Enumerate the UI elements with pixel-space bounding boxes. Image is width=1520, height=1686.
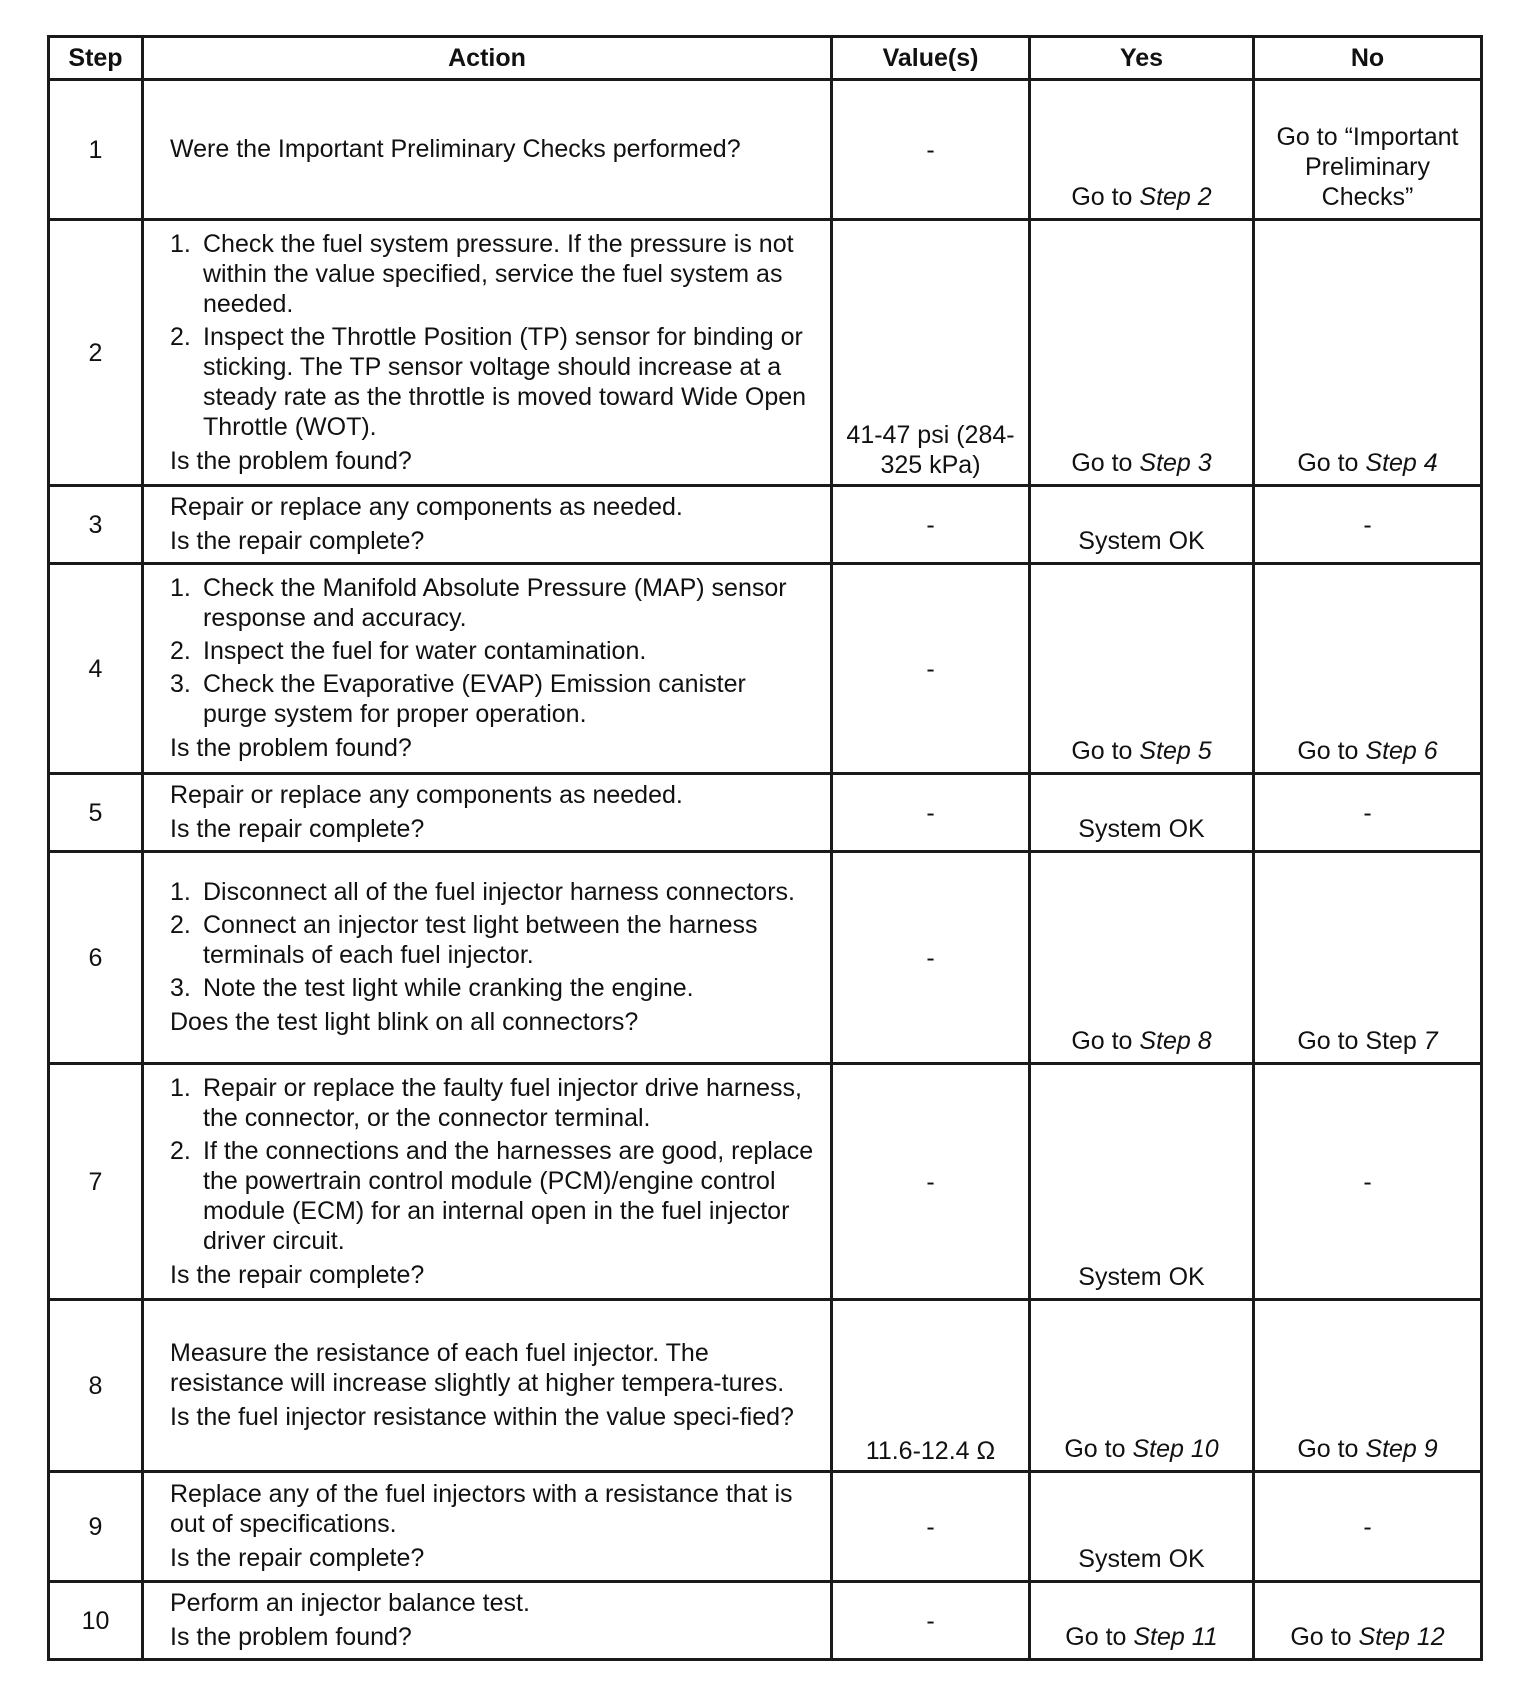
list-item-text: Disconnect all of the fuel injector harness connectors.	[203, 878, 795, 906]
no-text: -	[1363, 510, 1372, 539]
list-item-text: Check the Manifold Absolute Pressure (MAP) sensor response and accuracy.	[203, 574, 787, 632]
yes-text: Go to	[1065, 1623, 1134, 1651]
list-item-number: 2.	[170, 911, 191, 939]
action-cell	[143, 220, 832, 486]
action-list-item	[170, 973, 816, 1003]
action-cell	[143, 486, 832, 564]
yes-text: System OK	[1078, 815, 1205, 843]
table-row	[49, 1472, 1482, 1582]
yes-cell	[1030, 1300, 1254, 1472]
action-cell	[143, 1582, 832, 1660]
yes-text: System OK	[1078, 1545, 1205, 1573]
no-cell	[1254, 220, 1482, 486]
no-step-link: Step 6	[1365, 737, 1438, 765]
list-item-number: 3.	[170, 974, 191, 1002]
action-text: Repair or replace any components as needed.	[170, 493, 683, 521]
list-item-text: If the connections and the harnesses are good, replace the powertrain control module (PCM)/engine control module (ECM) for an internal open in the fuel injector driver circuit.	[203, 1136, 814, 1255]
no-cell	[1254, 80, 1482, 220]
no-text: -	[1363, 1512, 1372, 1541]
action-text: Were the Important Preliminary Checks performed?	[170, 134, 741, 163]
value-cell: -	[832, 1582, 1030, 1660]
value-cell: -	[832, 852, 1030, 1064]
step-number: 2	[49, 220, 143, 486]
yes-text: Go to	[1071, 1027, 1140, 1055]
yes-step-link: Step 11	[1133, 1623, 1218, 1651]
no-cell	[1254, 1472, 1482, 1582]
list-item-number: 2.	[170, 637, 191, 665]
yes-cell	[1030, 1472, 1254, 1582]
action-list-item	[170, 322, 816, 442]
action-list-item	[170, 877, 816, 907]
list-item-text: Connect an injector test light between the harness terminals of each fuel injector.	[203, 911, 758, 969]
table-row	[49, 1300, 1482, 1472]
value-cell: -	[832, 1064, 1030, 1300]
action-cell	[143, 564, 832, 774]
list-item-number: 3.	[170, 670, 191, 698]
value-cell: -	[832, 486, 1030, 564]
action-cell	[143, 1472, 832, 1582]
header-yes: Yes	[1030, 37, 1254, 80]
action-list-item	[170, 229, 816, 319]
action-text: Repair or replace any components as needed.	[170, 781, 683, 809]
action-question: Is the repair complete?	[170, 1544, 425, 1572]
yes-text: Go to	[1071, 449, 1140, 477]
action-cell	[143, 1064, 832, 1300]
list-item-number: 1.	[170, 878, 191, 906]
step-number: 7	[49, 1064, 143, 1300]
no-text: Go to	[1297, 737, 1366, 765]
step-number: 6	[49, 852, 143, 1064]
table-row	[49, 564, 1482, 774]
no-step-link: 7	[1423, 1027, 1438, 1055]
step-number: 1	[49, 80, 143, 220]
yes-step-link: Step 2	[1139, 183, 1212, 211]
yes-cell	[1030, 774, 1254, 852]
step-number: 8	[49, 1300, 143, 1472]
list-item-text: Note the test light while cranking the engine.	[203, 974, 694, 1002]
value-cell: -	[832, 774, 1030, 852]
action-cell	[143, 1300, 832, 1472]
yes-cell	[1030, 1064, 1254, 1300]
step-number: 4	[49, 564, 143, 774]
action-question: Is the repair complete?	[170, 527, 425, 555]
yes-step-link: Step 10	[1132, 1435, 1219, 1463]
list-item-text: Inspect the fuel for water contamination.	[203, 637, 647, 665]
step-number: 9	[49, 1472, 143, 1582]
action-cell	[143, 774, 832, 852]
no-cell	[1254, 852, 1482, 1064]
header-step: Step	[49, 37, 143, 80]
no-text: Go to	[1297, 1435, 1366, 1463]
yes-text: Go to	[1064, 1435, 1133, 1463]
table-body	[49, 80, 1482, 1660]
header-row	[49, 37, 1482, 80]
no-text: Go to Step	[1297, 1027, 1424, 1055]
yes-step-link: Step 3	[1139, 449, 1212, 477]
list-item-number: 1.	[170, 229, 191, 258]
yes-text: Go to	[1071, 737, 1140, 765]
list-item-number: 2.	[170, 1136, 191, 1165]
table-row	[49, 852, 1482, 1064]
action-cell	[143, 852, 832, 1064]
yes-text: System OK	[1078, 527, 1205, 555]
yes-cell	[1030, 852, 1254, 1064]
no-step-link: Step 4	[1365, 449, 1438, 477]
value-cell: 11.6-12.4 Ω	[832, 1300, 1030, 1472]
yes-cell	[1030, 220, 1254, 486]
table-row	[49, 1064, 1482, 1300]
yes-cell	[1030, 80, 1254, 220]
no-text: Go to	[1290, 1623, 1359, 1651]
step-number: 10	[49, 1582, 143, 1660]
diagnostic-table	[47, 35, 1483, 1661]
no-cell	[1254, 486, 1482, 564]
no-cell	[1254, 1064, 1482, 1300]
list-item-text: Check the Evaporative (EVAP) Emission canister purge system for proper operation.	[203, 670, 746, 728]
action-list-item	[170, 636, 816, 666]
list-item-number: 1.	[170, 574, 191, 602]
header-action: Action	[143, 37, 832, 80]
action-text: Perform an injector balance test.	[170, 1589, 530, 1617]
list-item-number: 2.	[170, 322, 191, 351]
no-text: -	[1363, 1167, 1372, 1196]
action-text: Replace any of the fuel injectors with a resistance that is out of specifications.	[170, 1480, 793, 1538]
yes-step-link: Step 5	[1139, 737, 1212, 765]
action-question: Is the repair complete?	[170, 815, 425, 843]
table-row	[49, 774, 1482, 852]
no-text: Go to	[1297, 449, 1366, 477]
no-text: -	[1363, 798, 1372, 827]
value-cell: -	[832, 80, 1030, 220]
yes-step-link: Step 8	[1139, 1027, 1212, 1055]
table-row	[49, 1582, 1482, 1660]
action-cell	[143, 80, 832, 220]
list-item-number: 1.	[170, 1073, 191, 1102]
header-values: Value(s)	[832, 37, 1030, 80]
no-cell	[1254, 1300, 1482, 1472]
step-number: 3	[49, 486, 143, 564]
yes-text: Go to	[1071, 183, 1140, 211]
value-cell: 41-47 psi (284-325 kPa)	[832, 220, 1030, 486]
action-list-item	[170, 1136, 816, 1256]
yes-cell	[1030, 564, 1254, 774]
table-row	[49, 80, 1482, 220]
action-list-item	[170, 669, 816, 729]
header-no: No	[1254, 37, 1482, 80]
action-text: Measure the resistance of each fuel injector. The resistance will increase slightly at higher tempera-tures.	[170, 1339, 785, 1397]
no-step-link: Step 12	[1358, 1623, 1445, 1651]
step-number: 5	[49, 774, 143, 852]
list-item-text: Check the fuel system pressure. If the pressure is not within the value specified, service the fuel system as needed.	[203, 229, 794, 318]
list-item-text: Repair or replace the faulty fuel injector drive harness, the connector, or the connector terminal.	[203, 1073, 802, 1132]
value-cell: -	[832, 1472, 1030, 1582]
list-item-text: Inspect the Throttle Position (TP) sensor for binding or sticking. The TP sensor voltage should increase at a steady rate as the throttle is moved toward Wide Open Throttle (WOT).	[203, 322, 807, 441]
no-step-link: Step 9	[1365, 1435, 1438, 1463]
action-list-item	[170, 573, 816, 633]
table-row	[49, 220, 1482, 486]
action-question: Is the repair complete?	[170, 1260, 425, 1289]
action-question: Is the problem found?	[170, 446, 412, 475]
action-list-item	[170, 910, 816, 970]
action-list-item	[170, 1073, 816, 1133]
action-question: Is the problem found?	[170, 1623, 412, 1651]
diagnostic-table-sheet	[47, 35, 1480, 1661]
action-question: Does the test light blink on all connectors?	[170, 1008, 639, 1036]
no-cell	[1254, 564, 1482, 774]
yes-text: System OK	[1078, 1263, 1205, 1291]
no-text: Go to “Important Preliminary Checks”	[1276, 123, 1459, 211]
action-question: Is the fuel injector resistance within the value speci-fied?	[170, 1403, 794, 1431]
yes-cell	[1030, 1582, 1254, 1660]
table-row	[49, 486, 1482, 564]
action-question: Is the problem found?	[170, 734, 412, 762]
no-cell	[1254, 774, 1482, 852]
value-cell: -	[832, 564, 1030, 774]
yes-cell	[1030, 486, 1254, 564]
no-cell	[1254, 1582, 1482, 1660]
